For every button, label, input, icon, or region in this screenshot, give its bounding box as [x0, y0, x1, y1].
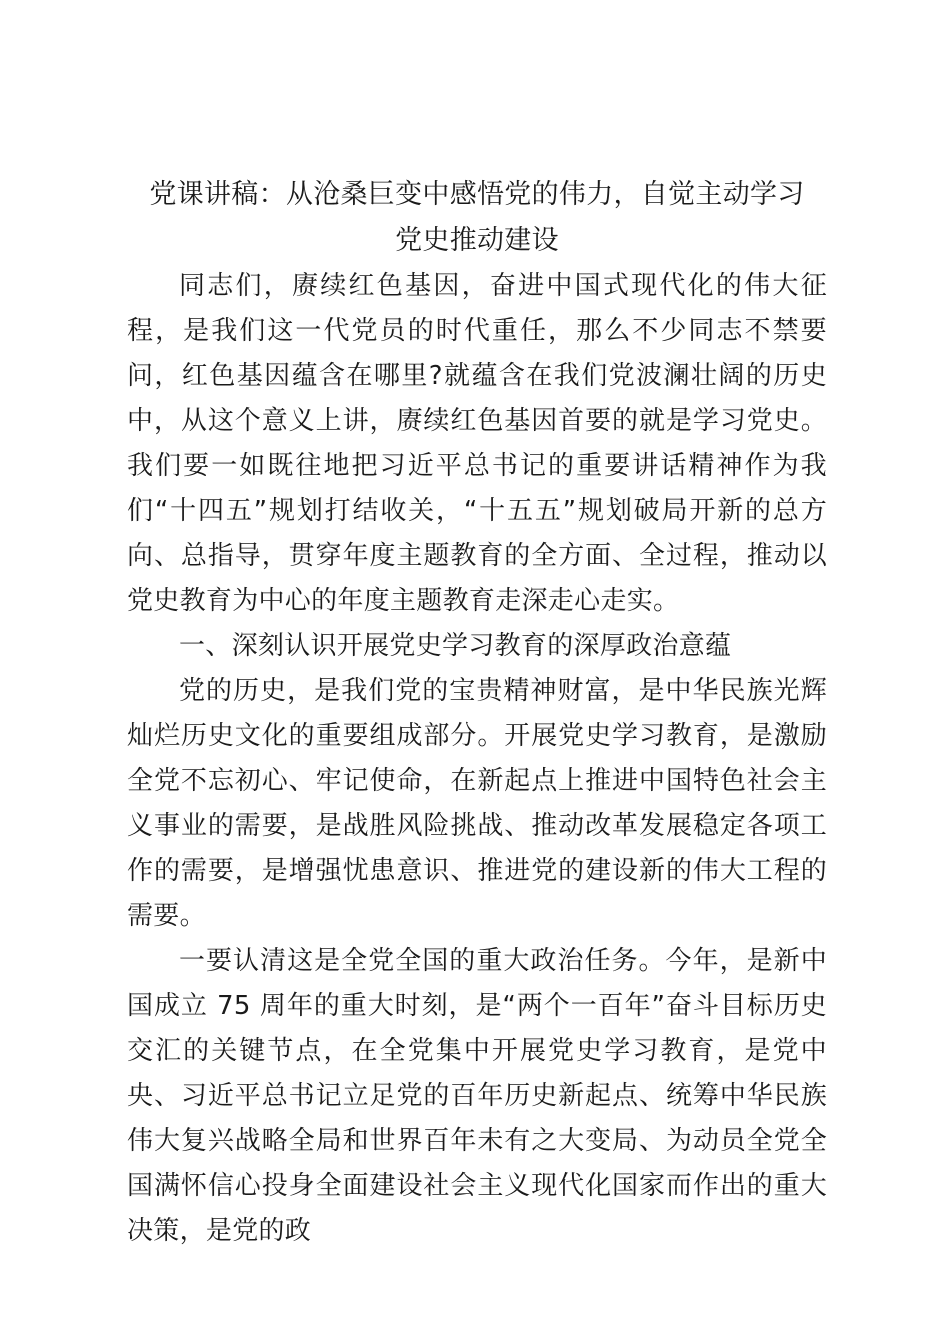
point-paragraph: 一要认清这是全党全国的重大政治任务。今年，是新中国成立 75 周年的重大时刻，是“两个一百年”奋斗目标历史交汇的关键节点，在全党集中开展党史学习教育，是党中央、习近平总书记立足党的百年历史新起点、统筹中华民族伟大复兴战略全局和世界百年未有之大变局、为动员全党全国满怀信心投身全面建设社会主义现代化国家而作出的重大决策，是党的政	[127, 946, 827, 1246]
section-heading: 一、深刻认识开展党史学习教育的深厚政治意蕴	[179, 631, 732, 661]
document-title	[127, 172, 827, 264]
title-line-1: 党课讲稿：从沧桑巨变中感悟党的伟力，自觉主动学习	[149, 179, 805, 210]
title-line-2: 党史推动建设	[395, 225, 559, 256]
document-body	[127, 172, 827, 1254]
section-paragraph: 党的历史，是我们党的宝贵精神财富，是中华民族光辉灿烂历史文化的重要组成部分。开展党史学习教育，是激励全党不忘初心、牢记使命，在新起点上推进中国特色社会主义事业的需要，是战胜风险挑战、推动改革发展稳定各项工作的需要，是增强忧患意识、推进党的建设新的伟大工程的需要。	[127, 676, 827, 931]
intro-paragraph: 同志们，赓续红色基因，奋进中国式现代化的伟大征程，是我们这一代党员的时代重任，那么不少同志不禁要问，红色基因蕴含在哪里?就蕴含在我们党波澜壮阔的历史中，从这个意义上讲，赓续红色基因首要的就是学习党史。我们要一如既往地把习近平总书记的重要讲话精神作为我们“十四五”规划打结收关，“十五五”规划破局开新的总方向、总指导，贯穿年度主题教育的全方面、全过程，推动以党史教育为中心的年度主题教育走深走心走实。	[127, 271, 827, 616]
